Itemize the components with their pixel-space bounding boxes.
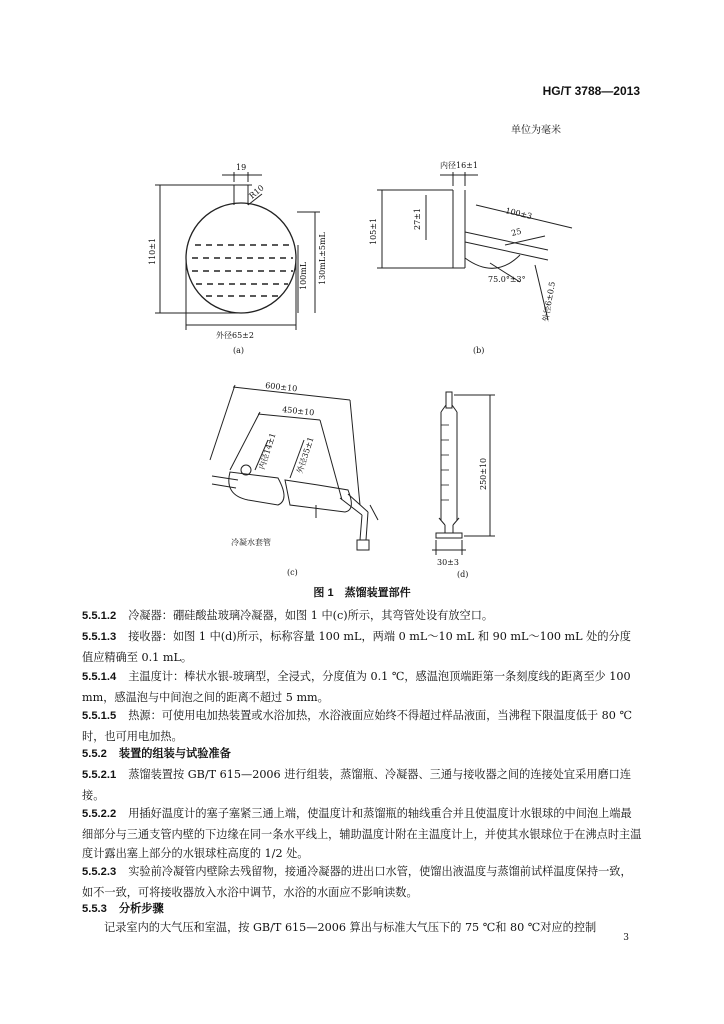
label-b: (b) — [473, 346, 485, 355]
label-d: (d) — [457, 570, 469, 579]
paragraph-5-5-2-3: 5.5.2.3 实验前冷凝管内壁除去残留物，接通冷凝器的进出口水管，使馏出液温度与蒸馏前试样温度保持一致，如不一致，可将接收器放入水浴中调节，水浴的水面应不影响读数。 — [82, 865, 632, 899]
section-heading-5-5-3: 5.5.3 分析步骤 — [82, 903, 164, 915]
label-c: (c) — [287, 568, 298, 577]
standard-number: HG/T 3788—2013 — [542, 84, 640, 98]
unit-note: 单位为毫米 — [511, 125, 561, 136]
dim-a-top: 19 — [236, 163, 247, 172]
adapter-drawing — [377, 172, 572, 320]
paragraph-5-5-1-3: 5.5.1.3 接收器：如图 1 中(d)所示，标称容量 100 mL，两端 0 mL～10 mL 和 90 mL～100 mL 处的分度值应精确至 0.1 mL。 — [82, 630, 631, 664]
dim-d-base: 30±3 — [437, 558, 459, 567]
flask-drawing — [155, 172, 320, 330]
dim-c-outer: 外径35±1 — [295, 435, 316, 475]
dim-c-total: 600±10 — [264, 381, 298, 394]
dim-b-arm: 100±3 — [504, 206, 533, 222]
dim-a-diameter: 外径65±2 — [216, 331, 254, 340]
paragraph-5-5-2-1: 5.5.2.1 蒸馏装置按 GB/T 615—2006 进行组装，蒸馏瓶、冷凝器、三通与接收器之间的连接处宜采用磨口连接。 — [82, 768, 632, 802]
dim-a-level: 100mL — [299, 261, 308, 290]
paragraph-5-5-1-5: 5.5.1.5 热源：可使用电加热装置或水浴加热，水浴液面应始终不得超过样品液面，当沸程下限温度低于 80 ℃时，也可用电加热。 — [82, 709, 632, 743]
figure-title: 图 1 蒸馏装置部件 — [313, 587, 411, 599]
dim-b-outer: 外径6±0.5 — [541, 280, 558, 323]
section-heading-5-5-2: 5.5.2 装置的组装与试验准备 — [82, 748, 231, 760]
paragraph-5-5-1-2: 5.5.1.2 冷凝器：硼硅酸盐玻璃冷凝器，如图 1 中(c)所示，其弯管处设有放空口。 — [82, 609, 494, 622]
condenser-caption: 冷凝水套管 — [231, 538, 271, 547]
dim-b-offset: 27±1 — [413, 208, 422, 230]
paragraph-5-5-1-4: 5.5.1.4 主温度计：棒状水银-玻璃型，全浸式，分度值为 0.1 ℃，感温泡顶端距第一条刻度线的距离至少 100 mm，感温泡与中间泡之间的距离不超过 5 mm。 — [82, 670, 631, 704]
paragraph-analysis-steps: 记录室内的大气压和室温，按 GB/T 615—2006 算出与标准大气压下的 75 ℃和 80 ℃对应的控制 — [104, 921, 597, 934]
label-a: (a) — [233, 346, 245, 355]
page-number: 3 — [623, 933, 629, 943]
dim-d-height: 250±10 — [479, 457, 488, 490]
dim-b-height: 105±1 — [369, 217, 378, 245]
dim-a-capacity: 130mL±5mL — [318, 232, 327, 285]
dim-b-inner: 内径16±1 — [440, 161, 478, 170]
dim-c-jacket: 450±10 — [281, 405, 315, 418]
dim-a-height: 110±1 — [148, 237, 157, 265]
dim-c-inner: 内径14±1 — [257, 431, 278, 471]
dim-a-radius: R10 — [247, 183, 266, 201]
dim-b-angle: 75.0°±3° — [488, 275, 526, 284]
paragraph-5-5-2-2: 5.5.2.2 用插好温度计的塞子塞紧三通上端，使温度计和蒸馏瓶的轴线重合并且使温度计水银球的中间泡上端最细部分与三通支管内壁的下边缘在同一条水平线上，辅助温度计附在主温度计上，并使其水银球位于在沸点时主温度计露出塞上部分的水银球柱高度的 1/2 处。 — [82, 807, 642, 860]
dim-b-small: 25 — [510, 226, 523, 238]
